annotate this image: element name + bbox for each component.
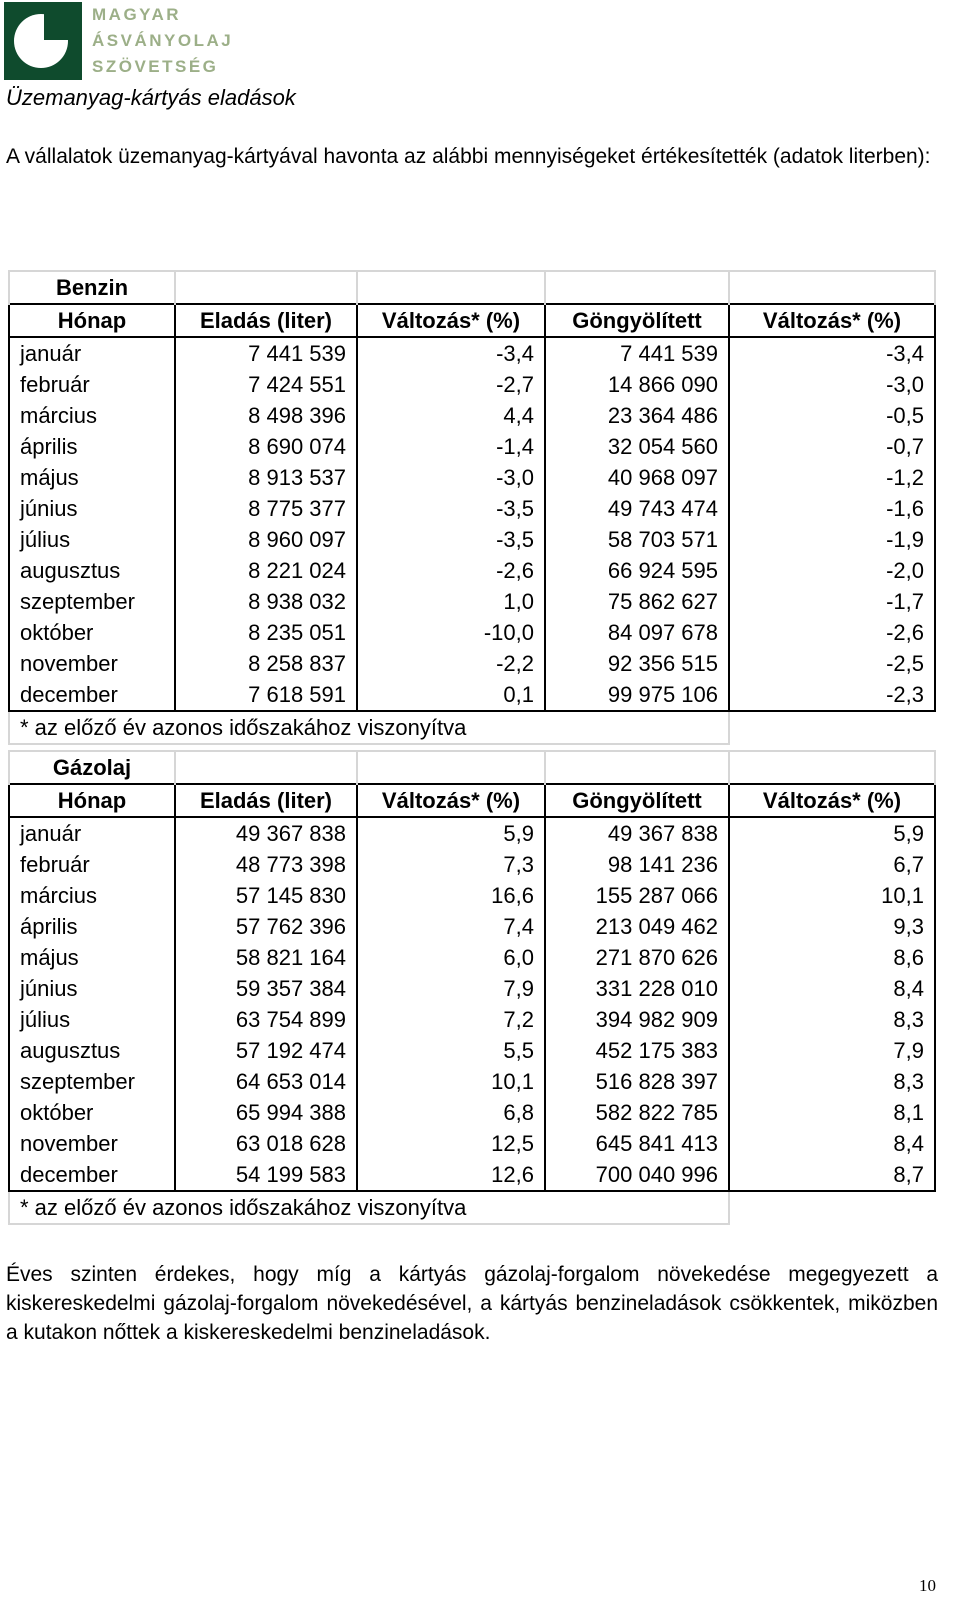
table-cell: augusztus	[9, 555, 175, 586]
table-cell: május	[9, 942, 175, 973]
table-row	[9, 973, 935, 1004]
table-cell: 84 097 678	[545, 617, 729, 648]
table-cell: 63 754 899	[175, 1004, 357, 1035]
document-title: Üzemanyag-kártyás eladások	[6, 85, 296, 110]
table-cell: 7 618 591	[175, 679, 357, 711]
table-cell: 8 913 537	[175, 462, 357, 493]
table-cell: 0,1	[357, 679, 545, 711]
header-row	[9, 304, 935, 337]
column-header: Eladás (liter)	[175, 304, 357, 337]
table-cell: 7 441 539	[175, 337, 357, 369]
table-cell: -2,6	[729, 617, 935, 648]
column-header: Eladás (liter)	[175, 784, 357, 817]
table-row	[9, 679, 935, 711]
intro-paragraph: A vállalatok üzemanyag-kártyával havonta az alábbi mennyiségeket értékesítették (adatok literben):	[6, 145, 931, 168]
table-cell: -3,0	[729, 369, 935, 400]
column-header: Göngyölített	[545, 784, 729, 817]
table-cell: 9,3	[729, 911, 935, 942]
organization-logo	[4, 2, 256, 80]
logo-mark-icon	[4, 2, 82, 80]
table-cell: 331 228 010	[545, 973, 729, 1004]
table-row	[9, 586, 935, 617]
table-cell: 5,9	[729, 817, 935, 849]
table-cell: 8 235 051	[175, 617, 357, 648]
table-cell: 8 775 377	[175, 493, 357, 524]
table-cell: október	[9, 617, 175, 648]
table-cell: 64 653 014	[175, 1066, 357, 1097]
table-cell: -2,2	[357, 648, 545, 679]
table-cell: 8,3	[729, 1004, 935, 1035]
table-cell: 8 258 837	[175, 648, 357, 679]
table-cell: 16,6	[357, 880, 545, 911]
table-row	[9, 337, 935, 369]
table-cell: 7,4	[357, 911, 545, 942]
table-row	[9, 555, 935, 586]
table-cell: -0,5	[729, 400, 935, 431]
table-cell: 59 357 384	[175, 973, 357, 1004]
logo-line: MAGYAR	[92, 5, 181, 24]
table-cell: október	[9, 1097, 175, 1128]
table-cell: -2,0	[729, 555, 935, 586]
table-row	[9, 1004, 935, 1035]
table-cell: 700 040 996	[545, 1159, 729, 1191]
table-cell: 645 841 413	[545, 1128, 729, 1159]
column-header: Változás* (%)	[357, 304, 545, 337]
table-cell: szeptember	[9, 1066, 175, 1097]
table-cell: -2,6	[357, 555, 545, 586]
table-row	[9, 648, 935, 679]
table-cell: 7 424 551	[175, 369, 357, 400]
table-cell: 57 762 396	[175, 911, 357, 942]
table-cell: -2,5	[729, 648, 935, 679]
table-cell: 58 821 164	[175, 942, 357, 973]
table-cell: 7,3	[357, 849, 545, 880]
table-cell: 66 924 595	[545, 555, 729, 586]
header-row	[9, 784, 935, 817]
table-cell: 7,9	[729, 1035, 935, 1066]
table-cell: 49 743 474	[545, 493, 729, 524]
table-cell: 48 773 398	[175, 849, 357, 880]
table-row	[9, 817, 935, 849]
table-cell: 1,0	[357, 586, 545, 617]
table-cell: 8,3	[729, 1066, 935, 1097]
page-number: 10	[919, 1576, 936, 1595]
table-cell: január	[9, 337, 175, 369]
table-cell: -2,7	[357, 369, 545, 400]
logo-wordmark	[92, 2, 233, 80]
table-cell: 99 975 106	[545, 679, 729, 711]
table-cell: 6,7	[729, 849, 935, 880]
table-cell: 57 192 474	[175, 1035, 357, 1066]
table-cell: -1,9	[729, 524, 935, 555]
footnote: * az előző év azonos időszakához viszonyítva	[9, 1191, 729, 1224]
table-cell: -1,4	[357, 431, 545, 462]
column-header: Változás* (%)	[729, 784, 935, 817]
table-cell: -1,6	[729, 493, 935, 524]
table-cell: -3,4	[357, 337, 545, 369]
table-cell: 49 367 838	[545, 817, 729, 849]
table-cell: augusztus	[9, 1035, 175, 1066]
table-cell: 5,9	[357, 817, 545, 849]
table-cell: 4,4	[357, 400, 545, 431]
footnote: * az előző év azonos időszakához viszonyítva	[9, 711, 729, 744]
table-cell: 65 994 388	[175, 1097, 357, 1128]
table-cell: 32 054 560	[545, 431, 729, 462]
table-cell: november	[9, 648, 175, 679]
table-cell: 271 870 626	[545, 942, 729, 973]
table-cell: 6,0	[357, 942, 545, 973]
table-cell: -3,0	[357, 462, 545, 493]
table-row	[9, 1097, 935, 1128]
table-cell: 7,2	[357, 1004, 545, 1035]
table-cell: 8,7	[729, 1159, 935, 1191]
table-cell: március	[9, 400, 175, 431]
table-cell: -1,2	[729, 462, 935, 493]
column-header: Hónap	[9, 784, 175, 817]
table-cell: -0,7	[729, 431, 935, 462]
table-cell: 8 960 097	[175, 524, 357, 555]
table-cell: 7,9	[357, 973, 545, 1004]
table-cell: 8,6	[729, 942, 935, 973]
section-label: Benzin	[9, 271, 175, 304]
table-cell: június	[9, 493, 175, 524]
table-cell: 8 498 396	[175, 400, 357, 431]
benzin-sales-table	[8, 270, 936, 745]
table-cell: január	[9, 817, 175, 849]
table-row	[9, 911, 935, 942]
table-cell: július	[9, 524, 175, 555]
logo-line: ÁSVÁNYOLAJ	[92, 31, 234, 50]
table-cell: 8 221 024	[175, 555, 357, 586]
table-cell: december	[9, 1159, 175, 1191]
table-row	[9, 1066, 935, 1097]
section-row	[9, 271, 935, 304]
table-cell: április	[9, 911, 175, 942]
table-cell: április	[9, 431, 175, 462]
table-row	[9, 462, 935, 493]
table-cell: -3,5	[357, 493, 545, 524]
gazolaj-sales-table	[8, 750, 936, 1225]
table-cell: 14 866 090	[545, 369, 729, 400]
table-row	[9, 617, 935, 648]
column-header: Hónap	[9, 304, 175, 337]
table-cell: február	[9, 369, 175, 400]
table-cell: 57 145 830	[175, 880, 357, 911]
table-cell: 92 356 515	[545, 648, 729, 679]
table-cell: 8 690 074	[175, 431, 357, 462]
table-cell: 10,1	[357, 1066, 545, 1097]
table-cell: 516 828 397	[545, 1066, 729, 1097]
table-cell: 394 982 909	[545, 1004, 729, 1035]
table-row	[9, 849, 935, 880]
section-label: Gázolaj	[9, 751, 175, 784]
table-row	[9, 400, 935, 431]
table-cell: 7 441 539	[545, 337, 729, 369]
table-cell: június	[9, 973, 175, 1004]
footnote-row	[9, 711, 935, 744]
table-cell: -10,0	[357, 617, 545, 648]
table-cell: 8,4	[729, 973, 935, 1004]
table-cell: december	[9, 679, 175, 711]
table-cell: -1,7	[729, 586, 935, 617]
table-cell: 8 938 032	[175, 586, 357, 617]
table-cell: 8,4	[729, 1128, 935, 1159]
table-cell: 40 968 097	[545, 462, 729, 493]
table-cell: július	[9, 1004, 175, 1035]
table-cell: február	[9, 849, 175, 880]
column-header: Változás* (%)	[729, 304, 935, 337]
table-row	[9, 369, 935, 400]
table-cell: 582 822 785	[545, 1097, 729, 1128]
table-cell: 155 287 066	[545, 880, 729, 911]
table-cell: 75 862 627	[545, 586, 729, 617]
table-cell: 12,6	[357, 1159, 545, 1191]
table-row	[9, 493, 935, 524]
footnote-row	[9, 1191, 935, 1224]
table-cell: 10,1	[729, 880, 935, 911]
table-row	[9, 1128, 935, 1159]
table-row	[9, 880, 935, 911]
table-cell: -3,4	[729, 337, 935, 369]
table-row	[9, 1159, 935, 1191]
table-cell: 5,5	[357, 1035, 545, 1066]
table-cell: 49 367 838	[175, 817, 357, 849]
table-cell: 452 175 383	[545, 1035, 729, 1066]
table-cell: 12,5	[357, 1128, 545, 1159]
column-header: Göngyölített	[545, 304, 729, 337]
table-row	[9, 1035, 935, 1066]
conclusion-paragraph: Éves szinten érdekes, hogy míg a kártyás gázolaj-forgalom növekedése megegyezett a kiskereskedelmi gázolaj-forgalom növekedésével, a kártyás benzineladások csökkentek, miközben a kutakon nőttek a kiskereskedelmi benzineladások.	[6, 1263, 938, 1344]
table-cell: szeptember	[9, 586, 175, 617]
table-cell: -3,5	[357, 524, 545, 555]
table-cell: 8,1	[729, 1097, 935, 1128]
column-header: Változás* (%)	[357, 784, 545, 817]
section-row	[9, 751, 935, 784]
table-cell: május	[9, 462, 175, 493]
table-cell: -2,3	[729, 679, 935, 711]
table-cell: 23 364 486	[545, 400, 729, 431]
logo-line: SZÖVETSÉG	[92, 57, 219, 76]
table-cell: 213 049 462	[545, 911, 729, 942]
table-row	[9, 524, 935, 555]
table-row	[9, 942, 935, 973]
table-cell: 98 141 236	[545, 849, 729, 880]
table-cell: március	[9, 880, 175, 911]
table-cell: 54 199 583	[175, 1159, 357, 1191]
table-cell: november	[9, 1128, 175, 1159]
table-cell: 63 018 628	[175, 1128, 357, 1159]
table-row	[9, 431, 935, 462]
table-cell: 58 703 571	[545, 524, 729, 555]
table-cell: 6,8	[357, 1097, 545, 1128]
